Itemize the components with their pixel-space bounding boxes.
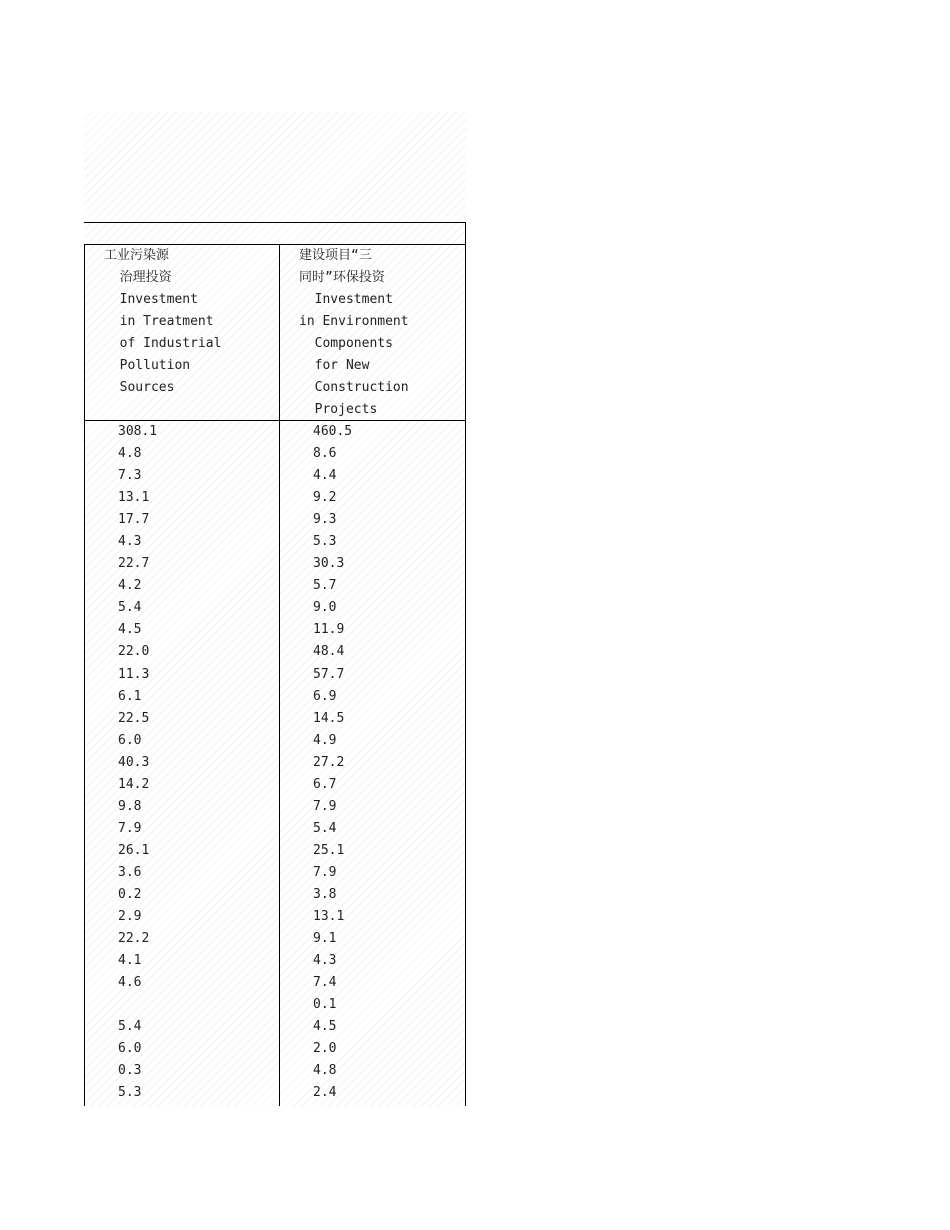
cell-industrial-treatment: 4.1 [118,953,142,969]
header-line: Projects [299,402,378,417]
cell-construction-projects: 57.7 [313,666,345,682]
cell-construction-projects: 9.2 [313,490,337,506]
header-line: for New [299,358,370,373]
cell-construction-projects: 4.5 [313,1019,337,1035]
header-line: 治理投资 [104,270,172,285]
cell-industrial-treatment: 6.1 [118,688,142,704]
cell-construction-projects: 6.7 [313,776,337,792]
cell-construction-projects: 4.4 [313,468,337,484]
cell-industrial-treatment: 4.3 [118,534,142,550]
cell-industrial-treatment: 22.5 [118,710,150,726]
cell-industrial-treatment: 6.0 [118,1041,142,1057]
cell-industrial-treatment: 13.1 [118,490,150,506]
cell-industrial-treatment: 4.8 [118,446,142,462]
cell-construction-projects: 2.0 [313,1041,337,1057]
cell-construction-projects: 6.9 [313,688,337,704]
cell-industrial-treatment: 6.0 [118,732,142,748]
cell-industrial-treatment: 22.0 [118,644,150,660]
cell-industrial-treatment: 2.9 [118,909,142,925]
cell-industrial-treatment: 3.6 [118,864,142,880]
cell-industrial-treatment: 7.9 [118,820,142,836]
cell-industrial-treatment: 0.3 [118,1063,142,1079]
cell-industrial-treatment: 5.4 [118,1019,142,1035]
header-line: Sources [104,380,175,395]
cell-construction-projects: 2.4 [313,1085,337,1101]
cell-construction-projects: 8.6 [313,446,337,462]
cell-industrial-treatment: 7.3 [118,468,142,484]
top-rule [84,222,466,223]
header-line: Investment [104,292,198,307]
cell-construction-projects: 4.8 [313,1063,337,1079]
cell-construction-projects: 14.5 [313,710,345,726]
left-border [84,244,85,1106]
cell-industrial-treatment: 0.2 [118,886,142,902]
cell-construction-projects: 27.2 [313,754,345,770]
cell-industrial-treatment: 11.3 [118,666,150,682]
cell-construction-projects: 5.4 [313,820,337,836]
column-divider [279,244,280,1106]
cell-construction-projects: 0.1 [313,997,337,1013]
cell-construction-projects: 25.1 [313,842,345,858]
cell-construction-projects: 4.3 [313,953,337,969]
cell-industrial-treatment: 22.7 [118,556,150,572]
cell-construction-projects: 13.1 [313,909,345,925]
cell-industrial-treatment: 308.1 [118,424,158,439]
cell-construction-projects: 48.4 [313,644,345,660]
cell-industrial-treatment: 22.2 [118,931,150,947]
header-line: 工业污染源 [104,248,170,263]
cell-industrial-treatment: 4.6 [118,975,142,991]
cell-construction-projects: 4.9 [313,732,337,748]
header-line: Investment [299,292,393,307]
cell-industrial-treatment: 17.7 [118,512,150,528]
header-line: Pollution [104,358,191,373]
header-line: 建设项目“三 [299,248,372,263]
cell-construction-projects: 5.3 [313,534,337,550]
cell-construction-projects: 7.9 [313,864,337,880]
header-line: of Industrial [104,336,222,351]
header-line: in Environment [299,314,409,329]
cell-industrial-treatment: 9.8 [118,798,142,814]
cell-industrial-treatment: 5.3 [118,1085,142,1101]
cell-construction-projects: 7.9 [313,798,337,814]
cell-construction-projects: 5.7 [313,578,337,594]
cell-industrial-treatment: 14.2 [118,776,150,792]
cell-construction-projects: 460.5 [313,424,353,439]
cell-construction-projects: 9.1 [313,931,337,947]
cell-construction-projects: 7.4 [313,975,337,991]
cell-construction-projects: 3.8 [313,886,337,902]
cell-construction-projects: 9.0 [313,600,337,616]
cell-industrial-treatment: 4.2 [118,578,142,594]
header-line: Construction [299,380,409,395]
cell-industrial-treatment: 4.5 [118,622,142,638]
header-construction-projects-investment [299,245,409,421]
cell-industrial-treatment: 5.4 [118,600,142,616]
header-line: 同时”环保投资 [299,270,385,285]
header-line: Components [299,336,393,351]
cell-construction-projects: 9.3 [313,512,337,528]
header-line: in Treatment [104,314,214,329]
header-industrial-pollution-treatment [104,245,221,399]
cell-industrial-treatment: 40.3 [118,754,150,770]
cell-construction-projects: 30.3 [313,556,345,572]
cell-construction-projects: 11.9 [313,622,345,638]
cell-industrial-treatment: 26.1 [118,842,150,858]
right-border [465,222,466,1106]
